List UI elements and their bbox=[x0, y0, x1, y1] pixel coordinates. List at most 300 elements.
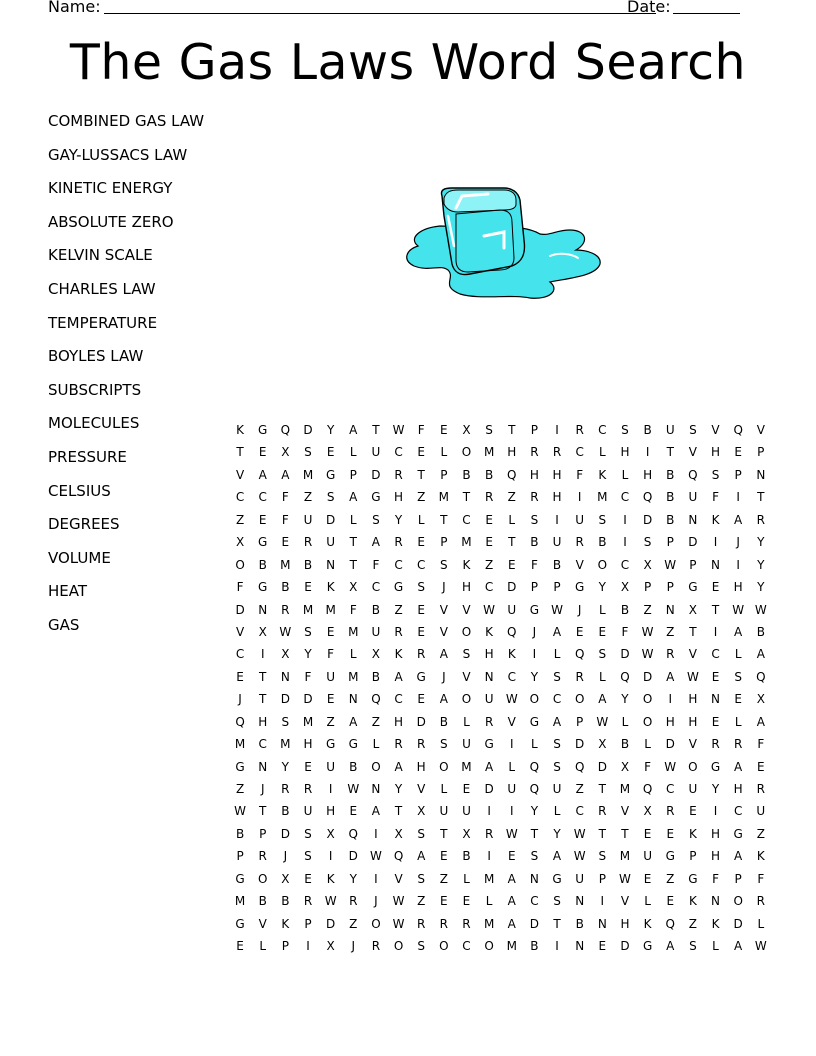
grid-letter[interactable]: V bbox=[620, 804, 630, 819]
grid-letter[interactable]: Q bbox=[620, 669, 631, 684]
grid-letter[interactable]: E bbox=[258, 445, 267, 460]
grid-letter[interactable]: G bbox=[348, 737, 359, 752]
grid-letter[interactable]: C bbox=[417, 557, 426, 572]
grid-letter[interactable]: N bbox=[665, 602, 676, 617]
grid-letter[interactable]: P bbox=[734, 467, 743, 482]
grid-letter[interactable]: W bbox=[754, 939, 768, 954]
grid-letter[interactable]: C bbox=[620, 490, 630, 505]
grid-letter[interactable]: R bbox=[484, 714, 494, 729]
grid-letter[interactable]: L bbox=[531, 737, 539, 752]
grid-letter[interactable]: J bbox=[238, 692, 243, 707]
grid-letter[interactable]: T bbox=[236, 445, 245, 460]
grid-letter[interactable]: D bbox=[326, 916, 336, 931]
grid-letter[interactable]: E bbox=[440, 849, 449, 864]
grid-letter[interactable]: L bbox=[598, 669, 607, 684]
grid-letter[interactable]: W bbox=[505, 826, 519, 841]
grid-letter[interactable]: R bbox=[439, 916, 449, 931]
grid-letter[interactable]: I bbox=[577, 490, 582, 505]
grid-letter[interactable]: W bbox=[686, 669, 700, 684]
grid-letter[interactable]: R bbox=[303, 894, 313, 909]
grid-letter[interactable]: F bbox=[417, 423, 426, 437]
grid-letter[interactable]: C bbox=[552, 692, 562, 707]
grid-letter[interactable]: E bbox=[711, 669, 720, 684]
grid-letter[interactable]: X bbox=[643, 804, 653, 819]
grid-letter[interactable]: F bbox=[327, 647, 335, 662]
grid-letter[interactable]: H bbox=[326, 804, 336, 819]
grid-letter[interactable]: D bbox=[642, 512, 653, 527]
grid-letter[interactable]: A bbox=[371, 804, 381, 819]
grid-letter[interactable]: N bbox=[280, 669, 291, 684]
grid-letter[interactable]: K bbox=[507, 647, 517, 662]
grid-letter[interactable]: I bbox=[713, 804, 718, 819]
grid-letter[interactable]: W bbox=[392, 423, 405, 437]
grid-letter[interactable]: B bbox=[552, 557, 562, 572]
grid-letter[interactable]: Y bbox=[326, 423, 335, 437]
grid-letter[interactable]: Z bbox=[417, 894, 426, 909]
grid-letter[interactable]: C bbox=[484, 580, 494, 595]
grid-letter[interactable]: V bbox=[258, 916, 268, 931]
grid-letter[interactable]: Y bbox=[304, 647, 313, 662]
grid-letter[interactable]: E bbox=[575, 624, 584, 639]
grid-letter[interactable]: D bbox=[529, 916, 540, 931]
grid-letter[interactable]: Y bbox=[711, 782, 720, 796]
grid-letter[interactable]: L bbox=[553, 647, 561, 662]
grid-letter[interactable]: I bbox=[509, 804, 515, 819]
grid-letter[interactable]: F bbox=[712, 871, 720, 886]
grid-letter[interactable]: A bbox=[439, 692, 449, 707]
grid-letter[interactable]: S bbox=[304, 849, 313, 864]
grid-letter[interactable]: L bbox=[712, 939, 720, 954]
grid-letter[interactable]: Q bbox=[642, 490, 653, 505]
grid-letter[interactable]: K bbox=[756, 849, 766, 864]
grid-letter[interactable]: X bbox=[598, 737, 607, 752]
grid-letter[interactable]: R bbox=[575, 535, 585, 550]
grid-letter[interactable]: X bbox=[281, 871, 290, 886]
grid-letter[interactable]: C bbox=[507, 669, 517, 684]
grid-letter[interactable]: E bbox=[236, 939, 245, 954]
grid-letter[interactable]: D bbox=[416, 714, 427, 729]
grid-letter[interactable]: Z bbox=[303, 490, 313, 505]
grid-letter[interactable]: N bbox=[348, 692, 359, 707]
grid-letter[interactable]: I bbox=[555, 423, 560, 437]
grid-letter[interactable]: Y bbox=[349, 871, 358, 886]
grid-letter[interactable]: T bbox=[711, 602, 720, 617]
grid-letter[interactable]: T bbox=[598, 826, 607, 841]
grid-letter[interactable]: S bbox=[553, 669, 562, 684]
grid-letter[interactable]: Q bbox=[393, 849, 404, 864]
grid-letter[interactable]: E bbox=[689, 804, 698, 819]
grid-letter[interactable]: K bbox=[281, 916, 290, 931]
grid-letter[interactable]: D bbox=[280, 692, 291, 707]
grid-letter[interactable]: Q bbox=[507, 624, 517, 639]
grid-letter[interactable]: L bbox=[417, 512, 426, 527]
grid-letter[interactable]: I bbox=[487, 849, 492, 864]
grid-letter[interactable]: A bbox=[666, 669, 675, 684]
grid-letter[interactable]: A bbox=[507, 894, 517, 909]
grid-letter[interactable]: O bbox=[371, 916, 382, 931]
grid-letter[interactable]: R bbox=[417, 916, 426, 931]
grid-letter[interactable]: M bbox=[483, 871, 495, 886]
grid-letter[interactable]: W bbox=[664, 557, 677, 572]
grid-letter[interactable]: K bbox=[688, 826, 698, 841]
grid-letter[interactable]: A bbox=[734, 512, 743, 527]
grid-letter[interactable]: G bbox=[552, 871, 563, 886]
grid-letter[interactable]: T bbox=[372, 423, 381, 437]
grid-letter[interactable]: E bbox=[417, 535, 426, 550]
grid-letter[interactable]: U bbox=[575, 871, 585, 886]
grid-letter[interactable]: R bbox=[417, 647, 426, 662]
grid-letter[interactable]: G bbox=[393, 580, 404, 595]
grid-letter[interactable]: X bbox=[620, 759, 630, 774]
grid-letter[interactable]: E bbox=[281, 535, 290, 550]
grid-letter[interactable]: T bbox=[553, 916, 562, 931]
grid-letter[interactable]: P bbox=[259, 826, 267, 841]
grid-letter[interactable]: E bbox=[440, 894, 449, 909]
grid-letter[interactable]: Z bbox=[417, 490, 426, 505]
grid-letter[interactable]: Z bbox=[666, 871, 675, 886]
grid-letter[interactable]: S bbox=[530, 849, 539, 864]
grid-letter[interactable]: A bbox=[552, 714, 562, 729]
grid-letter[interactable]: I bbox=[623, 535, 628, 550]
grid-letter[interactable]: H bbox=[552, 490, 563, 505]
grid-letter[interactable]: R bbox=[303, 782, 313, 796]
grid-letter[interactable]: I bbox=[645, 445, 650, 460]
grid-letter[interactable]: R bbox=[281, 782, 291, 796]
grid-letter[interactable]: L bbox=[259, 939, 267, 954]
grid-letter[interactable]: R bbox=[281, 602, 291, 617]
name-field-line[interactable] bbox=[104, 13, 656, 14]
grid-letter[interactable]: D bbox=[665, 737, 676, 752]
grid-letter[interactable]: V bbox=[439, 624, 449, 639]
grid-letter[interactable]: H bbox=[461, 580, 472, 595]
grid-letter[interactable]: D bbox=[280, 826, 291, 841]
grid-letter[interactable]: R bbox=[530, 445, 540, 460]
grid-letter[interactable]: V bbox=[462, 602, 472, 617]
grid-letter[interactable]: X bbox=[620, 580, 630, 595]
grid-letter[interactable]: F bbox=[757, 871, 765, 886]
grid-letter[interactable]: G bbox=[642, 939, 653, 954]
grid-letter[interactable]: A bbox=[734, 939, 743, 954]
grid-letter[interactable]: U bbox=[484, 692, 495, 707]
grid-letter[interactable]: R bbox=[756, 782, 766, 796]
grid-letter[interactable]: Q bbox=[371, 692, 382, 707]
grid-letter[interactable]: B bbox=[620, 602, 630, 617]
grid-letter[interactable]: I bbox=[374, 826, 379, 841]
grid-letter[interactable]: C bbox=[394, 445, 404, 460]
grid-letter[interactable]: U bbox=[575, 512, 585, 527]
grid-letter[interactable]: J bbox=[351, 939, 356, 954]
grid-letter[interactable]: G bbox=[575, 580, 585, 595]
grid-letter[interactable]: F bbox=[349, 602, 358, 617]
grid-letter[interactable]: D bbox=[303, 423, 314, 437]
grid-letter[interactable]: X bbox=[258, 624, 268, 639]
grid-letter[interactable]: E bbox=[326, 624, 335, 639]
grid-letter[interactable]: W bbox=[619, 871, 632, 886]
grid-letter[interactable]: K bbox=[462, 557, 471, 572]
grid-letter[interactable]: I bbox=[736, 490, 741, 505]
grid-letter[interactable]: F bbox=[530, 557, 539, 572]
grid-letter[interactable]: N bbox=[688, 512, 698, 527]
grid-letter[interactable]: Y bbox=[757, 535, 765, 550]
grid-letter[interactable]: G bbox=[258, 535, 268, 550]
grid-letter[interactable]: N bbox=[711, 557, 721, 572]
grid-letter[interactable]: V bbox=[235, 467, 245, 482]
grid-letter[interactable]: H bbox=[620, 445, 630, 460]
grid-letter[interactable]: P bbox=[236, 849, 245, 864]
grid-letter[interactable]: E bbox=[258, 512, 267, 527]
grid-letter[interactable]: L bbox=[621, 467, 629, 482]
grid-letter[interactable]: K bbox=[326, 871, 336, 886]
grid-letter[interactable]: W bbox=[347, 782, 360, 796]
grid-letter[interactable]: A bbox=[552, 849, 562, 864]
grid-letter[interactable]: P bbox=[530, 423, 539, 437]
grid-letter[interactable]: Q bbox=[348, 826, 359, 841]
grid-letter[interactable]: K bbox=[643, 916, 653, 931]
grid-letter[interactable]: Z bbox=[349, 916, 358, 931]
grid-letter[interactable]: E bbox=[485, 535, 494, 550]
grid-letter[interactable]: B bbox=[620, 737, 630, 752]
grid-letter[interactable]: B bbox=[258, 557, 268, 572]
grid-letter[interactable]: B bbox=[462, 849, 472, 864]
grid-letter[interactable]: G bbox=[710, 759, 721, 774]
grid-letter[interactable]: K bbox=[236, 423, 245, 437]
grid-letter[interactable]: A bbox=[734, 759, 743, 774]
grid-letter[interactable]: R bbox=[484, 826, 494, 841]
grid-letter[interactable]: M bbox=[619, 849, 631, 864]
grid-letter[interactable]: Y bbox=[394, 782, 403, 796]
grid-letter[interactable]: R bbox=[394, 737, 404, 752]
grid-letter[interactable]: C bbox=[575, 804, 585, 819]
grid-letter[interactable]: B bbox=[756, 624, 766, 639]
grid-letter[interactable]: T bbox=[666, 445, 675, 460]
grid-letter[interactable]: O bbox=[597, 557, 608, 572]
grid-letter[interactable]: O bbox=[235, 557, 246, 572]
grid-letter[interactable]: P bbox=[281, 939, 290, 954]
grid-letter[interactable]: I bbox=[532, 647, 537, 662]
grid-letter[interactable]: A bbox=[507, 871, 517, 886]
grid-letter[interactable]: V bbox=[620, 894, 630, 909]
grid-letter[interactable]: Y bbox=[553, 826, 562, 841]
grid-letter[interactable]: E bbox=[643, 871, 652, 886]
grid-letter[interactable]: G bbox=[325, 467, 336, 482]
grid-letter[interactable]: R bbox=[733, 737, 743, 752]
grid-letter[interactable]: I bbox=[509, 737, 515, 752]
grid-letter[interactable]: U bbox=[507, 602, 517, 617]
date-field-line[interactable] bbox=[673, 13, 740, 14]
grid-letter[interactable]: A bbox=[349, 714, 358, 729]
grid-letter[interactable]: P bbox=[689, 849, 697, 864]
grid-letter[interactable]: P bbox=[734, 871, 743, 886]
grid-letter[interactable]: U bbox=[688, 490, 698, 505]
grid-letter[interactable]: N bbox=[529, 871, 540, 886]
grid-letter[interactable]: S bbox=[462, 647, 471, 662]
grid-letter[interactable]: F bbox=[644, 759, 652, 774]
grid-letter[interactable]: E bbox=[417, 602, 426, 617]
grid-letter[interactable]: A bbox=[439, 647, 449, 662]
grid-letter[interactable]: O bbox=[529, 692, 540, 707]
grid-letter[interactable]: X bbox=[462, 826, 472, 841]
grid-letter[interactable]: Q bbox=[280, 423, 291, 437]
grid-letter[interactable]: Q bbox=[642, 782, 653, 796]
grid-letter[interactable]: U bbox=[371, 445, 381, 460]
grid-letter[interactable]: D bbox=[371, 467, 382, 482]
grid-letter[interactable]: V bbox=[688, 445, 698, 460]
grid-letter[interactable]: F bbox=[621, 624, 629, 639]
grid-letter[interactable]: B bbox=[598, 535, 607, 550]
grid-letter[interactable]: G bbox=[325, 737, 336, 752]
grid-letter[interactable]: L bbox=[349, 512, 358, 527]
grid-letter[interactable]: X bbox=[349, 580, 358, 595]
grid-letter[interactable]: T bbox=[462, 490, 471, 505]
grid-letter[interactable]: Q bbox=[507, 467, 517, 482]
grid-letter[interactable]: K bbox=[326, 580, 336, 595]
grid-letter[interactable]: S bbox=[553, 737, 562, 752]
grid-letter[interactable]: W bbox=[234, 804, 247, 819]
grid-letter[interactable]: R bbox=[394, 624, 404, 639]
grid-letter[interactable]: W bbox=[573, 826, 587, 841]
grid-letter[interactable]: M bbox=[302, 467, 314, 482]
grid-letter[interactable]: Z bbox=[371, 714, 381, 729]
grid-letter[interactable]: M bbox=[438, 490, 450, 505]
grid-letter[interactable]: V bbox=[711, 423, 721, 437]
grid-letter[interactable]: O bbox=[574, 692, 585, 707]
grid-letter[interactable]: U bbox=[439, 804, 449, 819]
grid-letter[interactable]: P bbox=[643, 580, 652, 595]
grid-letter[interactable]: P bbox=[757, 445, 765, 460]
grid-letter[interactable]: V bbox=[439, 602, 449, 617]
grid-letter[interactable]: H bbox=[688, 692, 698, 707]
grid-letter[interactable]: H bbox=[303, 737, 313, 752]
grid-letter[interactable]: H bbox=[711, 445, 721, 460]
grid-letter[interactable]: W bbox=[641, 624, 655, 639]
grid-letter[interactable]: F bbox=[712, 490, 720, 505]
grid-letter[interactable]: B bbox=[281, 804, 290, 819]
grid-letter[interactable]: L bbox=[463, 871, 471, 886]
grid-letter[interactable]: X bbox=[643, 557, 653, 572]
grid-letter[interactable]: V bbox=[417, 782, 426, 796]
grid-letter[interactable]: L bbox=[621, 714, 629, 729]
grid-letter[interactable]: Y bbox=[757, 580, 765, 595]
grid-letter[interactable]: B bbox=[530, 535, 540, 550]
grid-letter[interactable]: M bbox=[483, 445, 495, 460]
grid-letter[interactable]: E bbox=[485, 512, 494, 527]
grid-letter[interactable]: J bbox=[577, 602, 582, 617]
grid-letter[interactable]: C bbox=[258, 737, 268, 752]
grid-letter[interactable]: W bbox=[641, 647, 655, 662]
grid-letter[interactable]: O bbox=[439, 939, 450, 954]
grid-letter[interactable]: L bbox=[757, 916, 765, 931]
grid-letter[interactable]: C bbox=[371, 580, 381, 595]
grid-letter[interactable]: B bbox=[281, 580, 290, 595]
grid-letter[interactable]: T bbox=[757, 490, 765, 505]
grid-letter[interactable]: A bbox=[756, 714, 766, 729]
grid-letter[interactable]: S bbox=[440, 557, 449, 572]
grid-letter[interactable]: Z bbox=[326, 714, 336, 729]
grid-letter[interactable]: C bbox=[394, 557, 404, 572]
grid-letter[interactable]: V bbox=[688, 737, 698, 752]
grid-letter[interactable]: W bbox=[392, 894, 405, 909]
grid-letter[interactable]: N bbox=[575, 894, 585, 909]
grid-letter[interactable]: D bbox=[688, 535, 698, 550]
grid-letter[interactable]: A bbox=[756, 647, 766, 662]
grid-letter[interactable]: W bbox=[573, 849, 587, 864]
grid-letter[interactable]: X bbox=[756, 692, 766, 707]
grid-letter[interactable]: C bbox=[462, 939, 472, 954]
grid-letter[interactable]: E bbox=[462, 894, 471, 909]
grid-letter[interactable]: P bbox=[576, 714, 584, 729]
grid-letter[interactable]: S bbox=[689, 939, 698, 954]
grid-letter[interactable]: L bbox=[349, 445, 358, 460]
grid-letter[interactable]: C bbox=[598, 423, 608, 437]
grid-letter[interactable]: A bbox=[394, 669, 404, 684]
grid-letter[interactable]: S bbox=[326, 490, 335, 505]
grid-letter[interactable]: C bbox=[462, 512, 472, 527]
grid-letter[interactable]: W bbox=[551, 602, 564, 617]
grid-letter[interactable]: L bbox=[734, 647, 742, 662]
grid-letter[interactable]: K bbox=[394, 647, 403, 662]
grid-letter[interactable]: B bbox=[575, 916, 585, 931]
grid-letter[interactable]: H bbox=[394, 714, 404, 729]
grid-letter[interactable]: T bbox=[440, 826, 448, 841]
grid-letter[interactable]: Y bbox=[598, 580, 607, 595]
grid-letter[interactable]: M bbox=[348, 624, 359, 639]
grid-letter[interactable]: P bbox=[349, 467, 358, 482]
grid-letter[interactable]: H bbox=[552, 467, 563, 482]
grid-letter[interactable]: C bbox=[530, 894, 540, 909]
grid-letter[interactable]: N bbox=[371, 782, 381, 796]
grid-letter[interactable]: A bbox=[734, 849, 743, 864]
grid-letter[interactable]: I bbox=[306, 939, 311, 954]
grid-letter[interactable]: V bbox=[507, 714, 517, 729]
grid-letter[interactable]: H bbox=[620, 916, 630, 931]
grid-letter[interactable]: P bbox=[598, 871, 607, 886]
grid-letter[interactable]: G bbox=[665, 849, 676, 864]
grid-letter[interactable]: N bbox=[258, 602, 268, 617]
grid-letter[interactable]: M bbox=[234, 737, 246, 752]
grid-letter[interactable]: Q bbox=[756, 669, 767, 684]
grid-letter[interactable]: S bbox=[711, 467, 720, 482]
grid-letter[interactable]: T bbox=[259, 692, 267, 707]
grid-letter[interactable]: X bbox=[326, 826, 336, 841]
grid-letter[interactable]: O bbox=[461, 445, 472, 460]
grid-letter[interactable]: E bbox=[666, 894, 675, 909]
grid-letter[interactable]: H bbox=[643, 467, 653, 482]
grid-letter[interactable]: T bbox=[417, 467, 426, 482]
grid-letter[interactable]: L bbox=[440, 782, 448, 796]
grid-letter[interactable]: T bbox=[349, 535, 358, 550]
grid-letter[interactable]: W bbox=[483, 602, 496, 617]
grid-letter[interactable]: N bbox=[258, 759, 268, 774]
grid-letter[interactable]: W bbox=[596, 714, 609, 729]
grid-letter[interactable]: R bbox=[371, 939, 381, 954]
grid-letter[interactable]: C bbox=[733, 804, 743, 819]
grid-letter[interactable]: H bbox=[688, 714, 698, 729]
grid-letter[interactable]: M bbox=[348, 669, 359, 684]
grid-letter[interactable]: S bbox=[598, 647, 607, 662]
grid-letter[interactable]: X bbox=[281, 445, 290, 460]
grid-letter[interactable]: Z bbox=[666, 624, 675, 639]
grid-letter[interactable]: F bbox=[304, 669, 312, 684]
grid-letter[interactable]: P bbox=[440, 467, 448, 482]
grid-letter[interactable]: D bbox=[620, 647, 631, 662]
grid-letter[interactable]: H bbox=[507, 445, 517, 460]
grid-letter[interactable]: A bbox=[371, 535, 381, 550]
grid-letter[interactable]: N bbox=[711, 894, 721, 909]
grid-letter[interactable]: S bbox=[372, 512, 381, 527]
grid-letter[interactable]: I bbox=[260, 647, 265, 662]
grid-letter[interactable]: O bbox=[393, 939, 404, 954]
grid-letter[interactable]: A bbox=[417, 849, 426, 864]
